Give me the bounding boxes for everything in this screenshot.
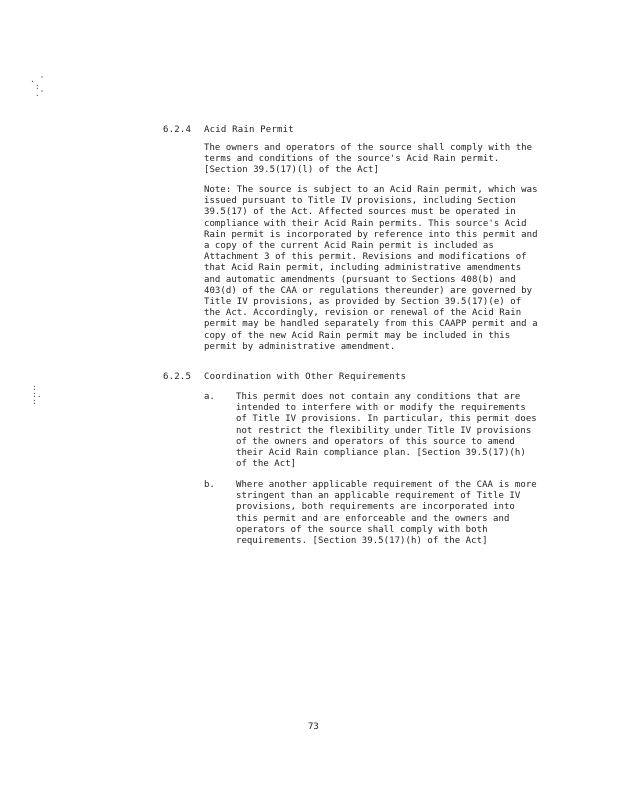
scan-specks-middle: : :. : — [32, 383, 42, 406]
acid-rain-note-paragraph: Note: The source is subject to an Acid Rain permit, which was issued pursuant to Title IV provisions, including Section 39.5(17) of the Act. Affected sources must be operated in compliance with their Acid Rain permits. This source's Acid Rain permit is incorporated by reference into this permit and a copy of the current Acid Rain permit is included as Attachment 3 of this permit. Revisions and modifications of that Acid Rain permit, including administrative amendments and automatic amendments (pursuant to Sections 408(b) and 403(d) of the CAA or regulations thereunder) are governed by Title IV provisions, as provided by Section 39.5(17)(e) of the Act. Accordingly, revision or renewal of the Acid Rain permit may be handled separately from this CAAPP permit and a copy of the new Acid Rain permit may be included in this permit by administrative amendment. — [204, 185, 538, 352]
section-number-6-2-4: 6.2.4 — [163, 125, 192, 135]
list-item-marker-a: a. — [204, 392, 215, 402]
coordination-item-b-text: Where another applicable requirement of the CAA is more stringent than an applicable requirement of Title IV provisions, both requirements are incorporated into this permit and are enforceable and the owners and operators of the source shall comply with both requirements. [Section 39.5(17)(h) of the Act] — [236, 480, 537, 547]
coordination-item-a-text: This permit does not contain any conditions that are intended to interfere with or modify the requirements of Title IV provisions. In particular, this permit does not restrict the flexibility under Title IV provisions of the owners and operators of this source to amend their Acid Rain compliance plan. [Section 39.5(17)(h) of the Act] — [236, 392, 537, 470]
section-heading-coordination: Coordination with Other Requirements — [204, 372, 407, 382]
acid-rain-compliance-paragraph: The owners and operators of the source shall comply with the terms and conditions of the source's Acid Rain permit. [Section 39.5(17)(l) of the Act] — [204, 143, 533, 176]
page-number: 73 — [308, 722, 319, 732]
section-number-6-2-5: 6.2.5 — [163, 372, 192, 382]
list-item-marker-b: b. — [204, 480, 215, 490]
section-heading-acid-rain-permit: Acid Rain Permit — [204, 125, 294, 135]
scan-specks-top: . ' : .' — [30, 75, 45, 98]
